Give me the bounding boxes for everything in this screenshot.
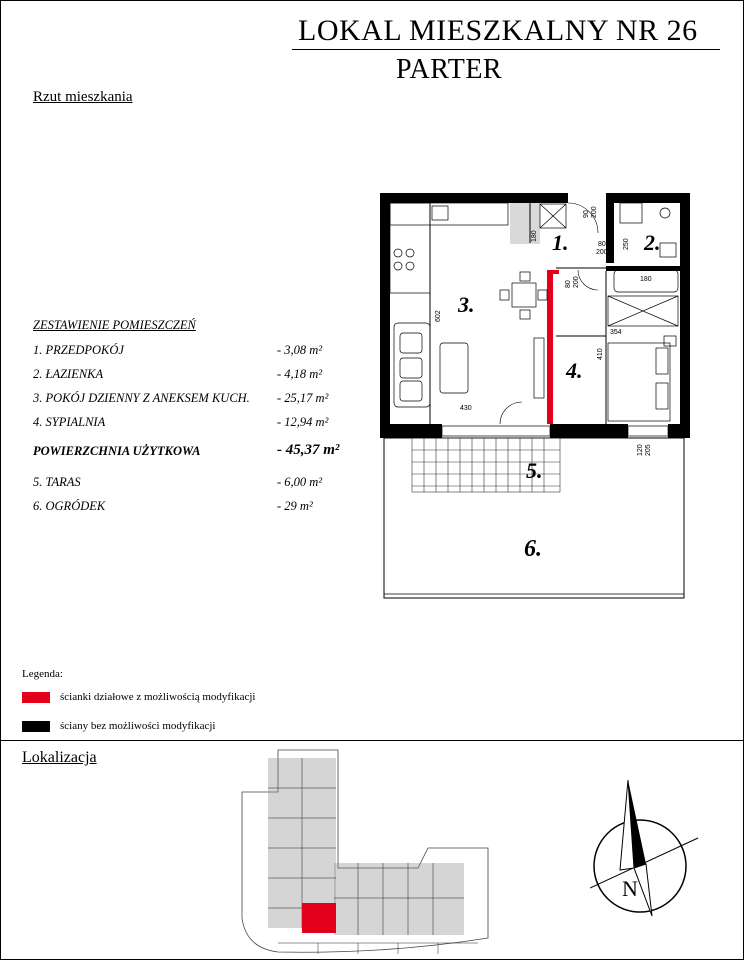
dim-602: 602 <box>435 310 442 322</box>
room-row <box>33 343 353 361</box>
room-name: 4. SYPIALNIA <box>33 415 106 429</box>
extra-name: 5. TARAS <box>33 475 81 489</box>
page-title: LOKAL MIESZKALNY NR 26 <box>298 14 698 47</box>
modifiable-partition-wall-top <box>547 270 559 274</box>
dim-80: 80 <box>598 241 606 248</box>
sofa <box>394 323 430 407</box>
title-underline <box>292 49 720 50</box>
extra-name: 6. OGRÓDEK <box>33 499 106 513</box>
room-row <box>33 391 353 409</box>
room-label-6: 6. <box>524 536 542 562</box>
legend-text: ściany bez możliwości modyfikacji <box>60 720 216 732</box>
total-area-name: POWIERZCHNIA UŻYTKOWA <box>33 444 201 458</box>
room-label-2: 2. <box>644 230 661 255</box>
terrace-door-swing <box>500 402 522 424</box>
section-divider <box>0 740 744 741</box>
room-name: 1. PRZEDPOKÓJ <box>33 343 124 357</box>
room-name: 2. ŁAZIENKA <box>33 367 104 381</box>
room-label-4: 4. <box>566 358 583 383</box>
dim-430: 430 <box>460 405 472 412</box>
page-subtitle: PARTER <box>396 54 503 85</box>
legend-title: Legenda: <box>22 668 63 680</box>
dim-200: 200 <box>573 276 580 288</box>
total-area-value: - 45,37 m² <box>277 442 340 458</box>
dim-410: 410 <box>597 348 604 360</box>
room-name: 3. POKÓJ DZIENNY Z ANEKSEM KUCH. <box>33 391 250 405</box>
dim-180-bath: 180 <box>640 276 652 283</box>
extra-area: - 6,00 m² <box>277 475 323 489</box>
site-plan <box>238 748 494 956</box>
dim-354: 354 <box>610 329 622 336</box>
kitchen-counter <box>390 203 508 293</box>
room-area: - 3,08 m² <box>277 343 323 357</box>
apartment-location-highlight <box>302 903 336 933</box>
building-footprint <box>268 758 464 935</box>
bed <box>608 336 676 421</box>
room-label-1: 1. <box>552 230 569 255</box>
room-area: - 12,94 m² <box>277 415 329 429</box>
room-row <box>33 367 353 385</box>
compass-letter-n: N <box>622 876 638 901</box>
tv-cabinet <box>534 338 544 398</box>
total-area-row <box>33 444 353 462</box>
extra-row <box>33 499 353 517</box>
modifiable-partition-wall <box>547 270 553 424</box>
dim-80: 80 <box>565 280 572 288</box>
dim-180-top: 180 <box>531 230 538 242</box>
extra-row <box>33 475 353 493</box>
legend-swatch-red <box>22 692 50 703</box>
dim-200: 200 <box>596 249 608 256</box>
dim-90: 90 <box>583 210 590 218</box>
dining-set <box>500 272 547 319</box>
compass <box>590 778 700 928</box>
extra-area: - 29 m² <box>277 499 313 513</box>
dim-120: 120 <box>637 444 644 456</box>
dim-250: 250 <box>623 238 630 250</box>
bedroom-door-swing <box>578 270 598 290</box>
room-area: - 25,17 m² <box>277 391 329 405</box>
dim-205: 205 <box>645 444 652 456</box>
rooms-summary-heading: ZESTAWIENIE POMIESZCZEŃ <box>33 318 196 332</box>
legend-swatch-black <box>22 721 50 732</box>
wardrobe <box>608 296 678 326</box>
dim-200: 200 <box>591 206 598 218</box>
room-label-5: 5. <box>526 458 543 483</box>
coffee-table <box>440 343 468 393</box>
room-row <box>33 415 353 433</box>
plan-section-label: Rzut mieszkania <box>33 89 133 105</box>
location-section-label: Lokalizacja <box>22 749 97 766</box>
floor-plan <box>380 188 690 603</box>
room-label-3: 3. <box>458 292 475 317</box>
room-area: - 4,18 m² <box>277 367 323 381</box>
legend-text: ścianki działowe z możliwością modyfikacji <box>60 691 256 703</box>
storage-box <box>540 204 566 228</box>
